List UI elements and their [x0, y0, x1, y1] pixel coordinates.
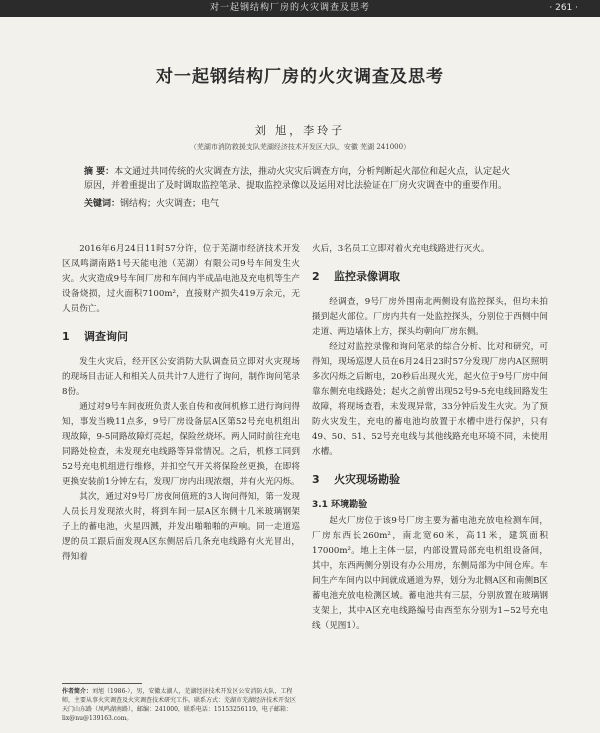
subsection-heading-3-1: 3.1 环境勘验: [312, 500, 368, 510]
section-heading-2: 2 监控录像调取: [312, 270, 400, 283]
paragraph: 经过对监控录像和询问笔录的综合分析、比对和研究，可得知，现场巡逻人员在6月24日23时57分发现厂房内A区照明多次闪烁之后断电，20秒后出现火光，起火位于9号厂房中间靠东侧充电线路处；起火之前曾出现52号9-5充电线回路发生故障，将现场查看，未发现异常，33分钟后发生火灾。为了预防火灾发生，充电的蓄电池均放置于水槽中进行保护，只有49、50、51、52号充电线与其他线路充电环境不同，未使用水槽。: [312, 342, 548, 457]
keywords-label: 关键词：: [84, 199, 121, 209]
section-heading-3: 3 火灾现场勘验: [312, 473, 400, 486]
abstract-text: 本文通过共同传统的火灾调查方法，推动火灾灾后调查方向，分析判断起火部位和起火点，认定起火原因，并着重提出了及时调取监控笔录、提取监控录像以及运用对比法验证在厂房火灾调查中的重要作用。: [84, 167, 511, 191]
intro-paragraph: 2016年6月24日11时57分许，位于芜湖市经济技术开发区凤鸣湖南路1号天能电池（芜湖）有限公司9号车间发生火灾。火灾造成9号车间厂房和车间内半成品电池及充电机等生产设备烧损，过火面积7100m²，直接财产损失419万余元，无人员伤亡。: [62, 244, 300, 314]
paragraph: 发生火灾后，经开区公安消防大队调查员立即对火灾现场的现场目击证人和相关人员共计7人进行了询问，制作询问笔录8份。: [62, 357, 300, 397]
paragraph: 起火厂房位于该9号厂房主要为蓄电池充放电检测车间，厂房东西长260m²，南北宽60米，高11米，建筑面积17000m²。地上主体一层，内部设置局部充电机组设备间，其中，东西两侧分别设有办公用房，东侧局部为中间仓库。车间生产车间内以中间就成通道为界，划分为北侧A区和南侧B区蓄电池充放电检测区域。蓄电池共有三层，分别放置在玻璃钢支架上，其中A区充电线路编号由西至东分别为1~52号充电线（见图1）。: [312, 516, 548, 631]
paragraph-continuation: 火后，3名员工立即对着火充电线路进行灭火。: [312, 244, 490, 254]
running-title: 对一起钢结构厂房的火灾调查及思考: [210, 3, 371, 13]
abstract-label: 摘 要：: [84, 167, 115, 177]
author-footnote: [62, 687, 300, 723]
abstract: [84, 165, 514, 193]
abstract-block: [84, 165, 514, 211]
paragraph: 其次，通过对9号厂房夜间值班的3人询问得知，第一发现人员长月发现浓火时，将到车间一层A区东侧十几米玻璃钢架子上的蓄电池，火星四溅，并发出啪啪啪的声响。同一走道巡逻的员工跟后面发现A区东侧居后几条充电线路有火光冒出，得知着: [62, 492, 300, 562]
paragraph: 通过对9号车间夜班负责人张自传和夜间机修工进行询问得知，事发当晚11点多，9号厂房设备层A区第52号充电机组出现故障，9-5同路故障灯亮起，保险丝烧坏。两人同时前往充电同路处检查，未发现充电线路等异常情况。之后，机修工同到52号充电机组进行维修，并扣空气开关将保险丝更换，在即将更换安装前1分钟左右，发现厂房内出现浓烟，并有火光闪烁。: [62, 402, 300, 487]
footnote-text: 刘旭（1986-），男，安徽太湖人，芜湖经济技术开发区公安消防大队，工程师，主要从事火灾调查及火灾调查技术研究工作。联系方式：芜湖市芜湖经济技术开发区天门山东路（凤鸣湖南路），邮编：241000，联系电话：15153256119，电子邮箱：lix@nu@139163.com。: [62, 688, 297, 722]
left-column: [62, 242, 300, 565]
page-number: · 261 ·: [549, 3, 578, 13]
authors: 刘 旭，李玲子: [254, 124, 346, 137]
paragraph: 经调查，9号厂房外围南北两侧设有监控探头，但均未拍摄到起火部位。厂房内共有一处监控探头，分别位于西侧中间走道、两边墙体上方，探头均朝向厂房东侧。: [312, 297, 548, 337]
affiliation: （芜湖市消防救援支队芜湖经济技术开发区大队，安徽 芜湖 241000）: [189, 143, 411, 151]
footnote-divider: [62, 683, 142, 684]
section-heading-1: 1 调查询问: [62, 330, 128, 343]
keywords-text: 钢结构；火灾调查；电气: [120, 199, 220, 209]
footnote-label: 作者简介：: [62, 688, 93, 695]
keywords: [84, 197, 514, 211]
paper-title: 对一起钢结构厂房的火灾调查及思考: [156, 67, 444, 87]
right-column: [312, 242, 548, 634]
running-header: [0, 0, 600, 17]
